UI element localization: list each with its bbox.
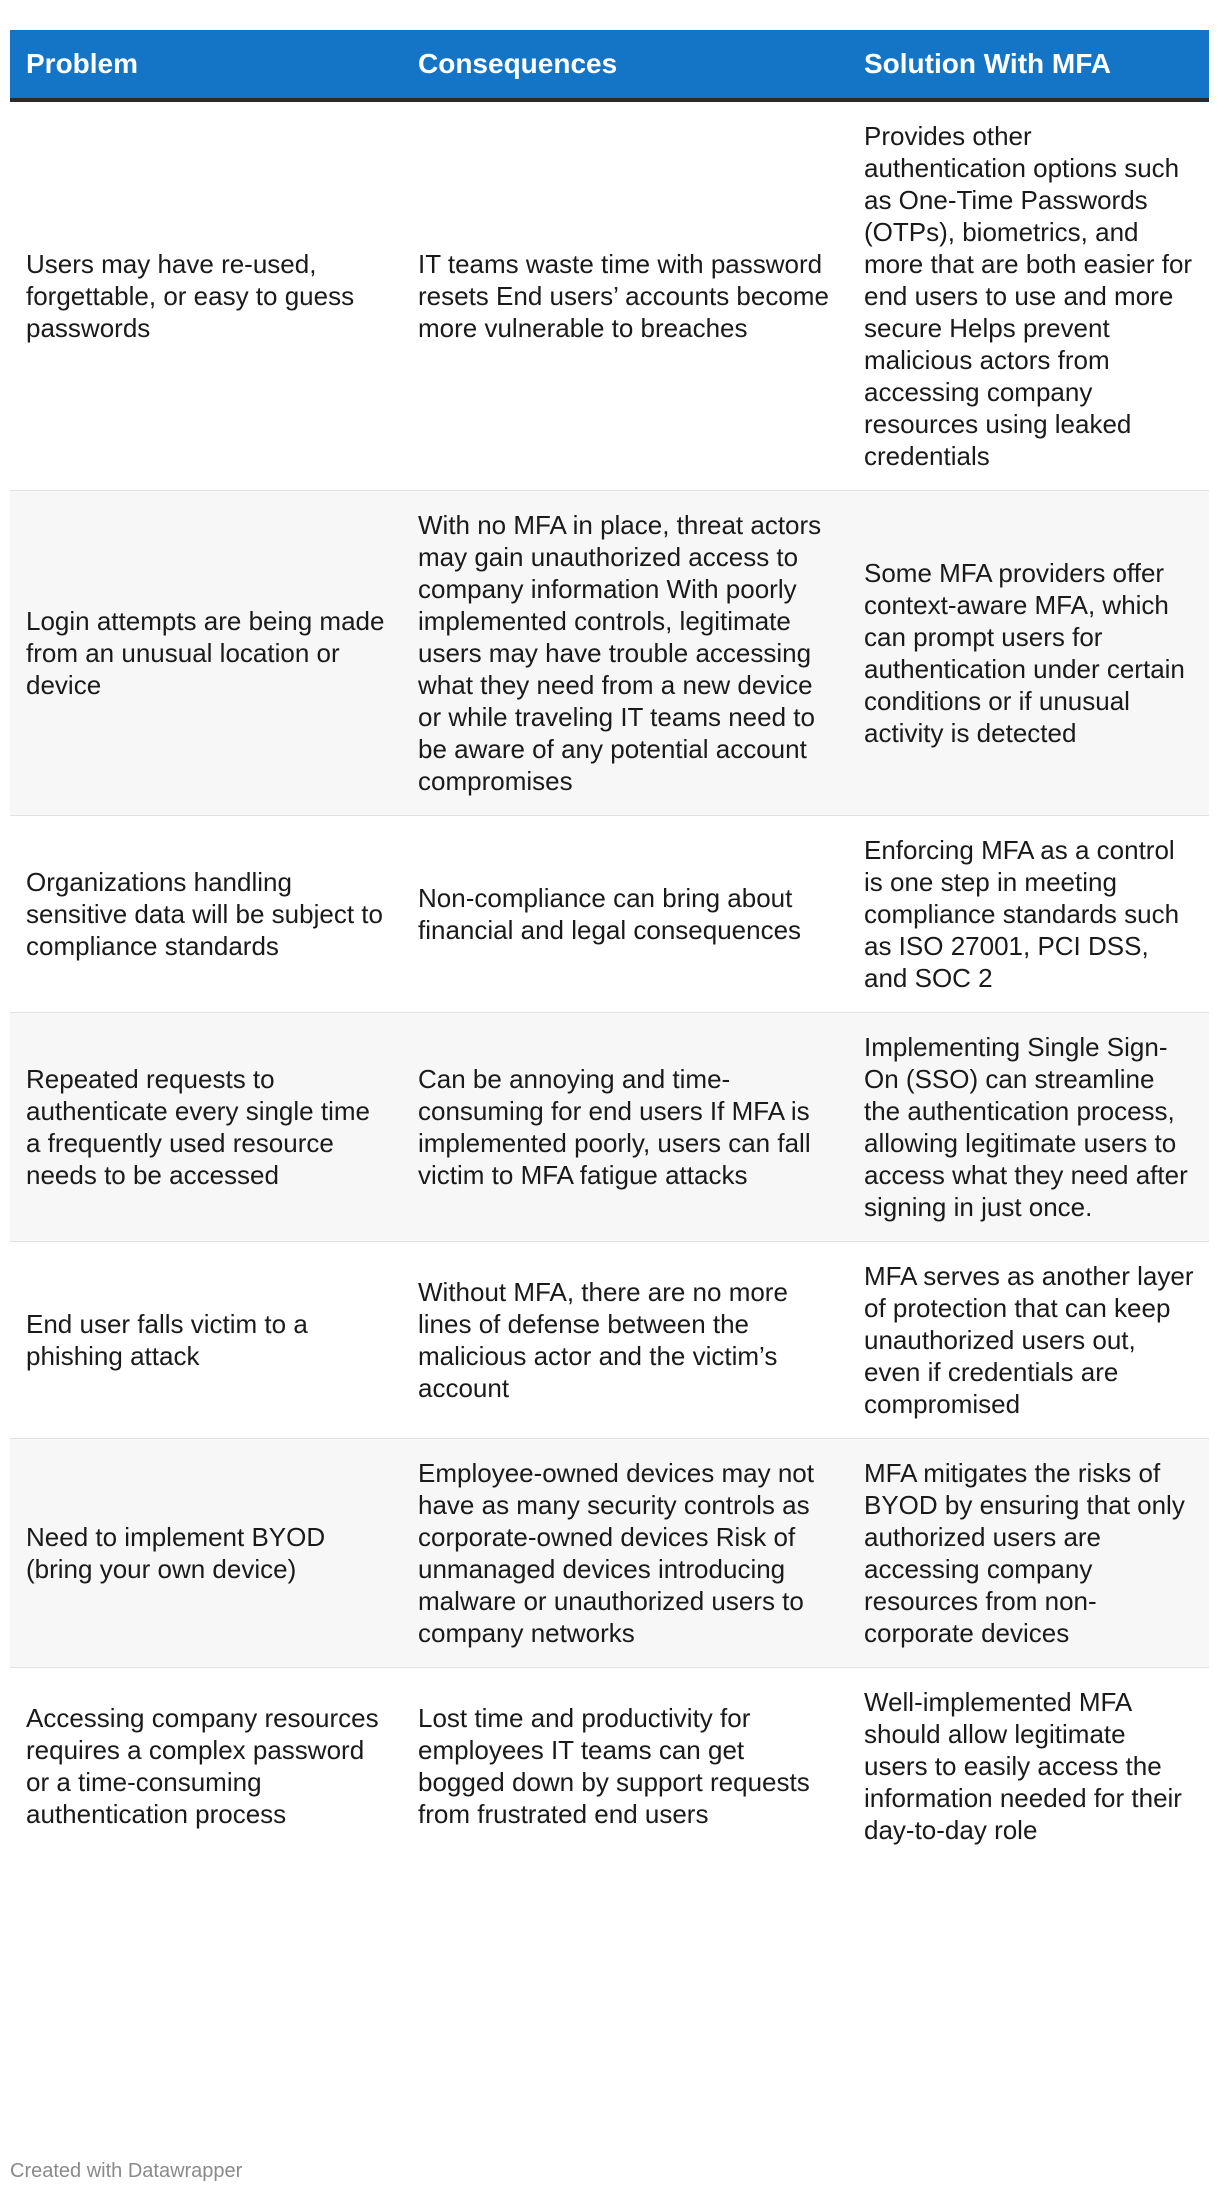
table-body [10,100,1209,1864]
problem-cell: Need to implement BYOD (bring your own device) [10,1439,402,1668]
problem-cell: End user falls victim to a phishing attack [10,1242,402,1439]
table-row [10,816,1209,1013]
header-row [10,30,1209,100]
consequences-cell: With no MFA in place, threat actors may gain unauthorized access to company information With poorly implemented controls, legitimate users may have trouble accessing what they need from a new device or while traveling IT teams need to be aware of any potential account compromises [402,491,848,816]
table-row [10,100,1209,491]
table-row [10,1668,1209,1865]
solution-cell: MFA serves as another layer of protection that can keep unauthorized users out, even if credentials are compromised [848,1242,1209,1439]
header-problem[interactable]: Problem [10,30,402,100]
header-solution-with-mfa[interactable]: Solution With MFA [848,30,1209,100]
consequences-cell: Can be annoying and time-consuming for end users If MFA is implemented poorly, users can fall victim to MFA fatigue attacks [402,1013,848,1242]
solution-cell: MFA mitigates the risks of BYOD by ensuring that only authorized users are accessing company resources from non-corporate devices [848,1439,1209,1668]
problem-cell: Accessing company resources requires a complex password or a time-consuming authentication process [26,1703,379,1829]
table-row [10,1439,1209,1668]
solution-cell: Some MFA providers offer context-aware MFA, which can prompt users for authentication under certain conditions or if unusual activity is detected [848,491,1209,816]
datawrapper-credit: Created with Datawrapper [10,2160,243,2182]
consequences-cell: Without MFA, there are no more lines of defense between the malicious actor and the victim’s account [402,1242,848,1439]
table-header [10,30,1209,100]
consequences-cell: Lost time and productivity for employees IT teams can get bogged down by support requests from frustrated end users [418,1703,810,1829]
consequences-cell: Non-compliance can bring about financial and legal consequences [402,816,848,1013]
solution-cell: Implementing Single Sign-On (SSO) can streamline the authentication process, allowing legitimate users to access what they need after signing in just once. [848,1013,1209,1242]
table-row [10,1242,1209,1439]
consequences-cell: Employee-owned devices may not have as many security controls as corporate-owned devices Risk of unmanaged devices introducing malware or unauthorized users to company networks [402,1439,848,1668]
problem-cell: Users may have re-used, forgettable, or easy to guess passwords [10,100,402,491]
problem-cell: Organizations handling sensitive data will be subject to compliance standards [10,816,402,1013]
table-row [10,491,1209,816]
solution-cell: Enforcing MFA as a control is one step in meeting compliance standards such as ISO 27001, PCI DSS, and SOC 2 [848,816,1209,1013]
solution-cell: Well-implemented MFA should allow legitimate users to easily access the information needed for their day-to-day role [864,1687,1182,1845]
consequences-cell: IT teams waste time with password resets End users’ accounts become more vulnerable to breaches [402,100,848,491]
table-row [10,1013,1209,1242]
problem-cell: Repeated requests to authenticate every single time a frequently used resource needs to be accessed [10,1013,402,1242]
mfa-comparison-table [10,30,1209,1864]
problem-cell: Login attempts are being made from an unusual location or device [10,491,402,816]
solution-cell: Provides other authentication options such as One-Time Passwords (OTPs), biometrics, and more that are both easier for end users to use and more secure Helps prevent malicious actors from accessing company resources using leaked credentials [848,100,1209,491]
header-consequences[interactable]: Consequences [402,30,848,100]
